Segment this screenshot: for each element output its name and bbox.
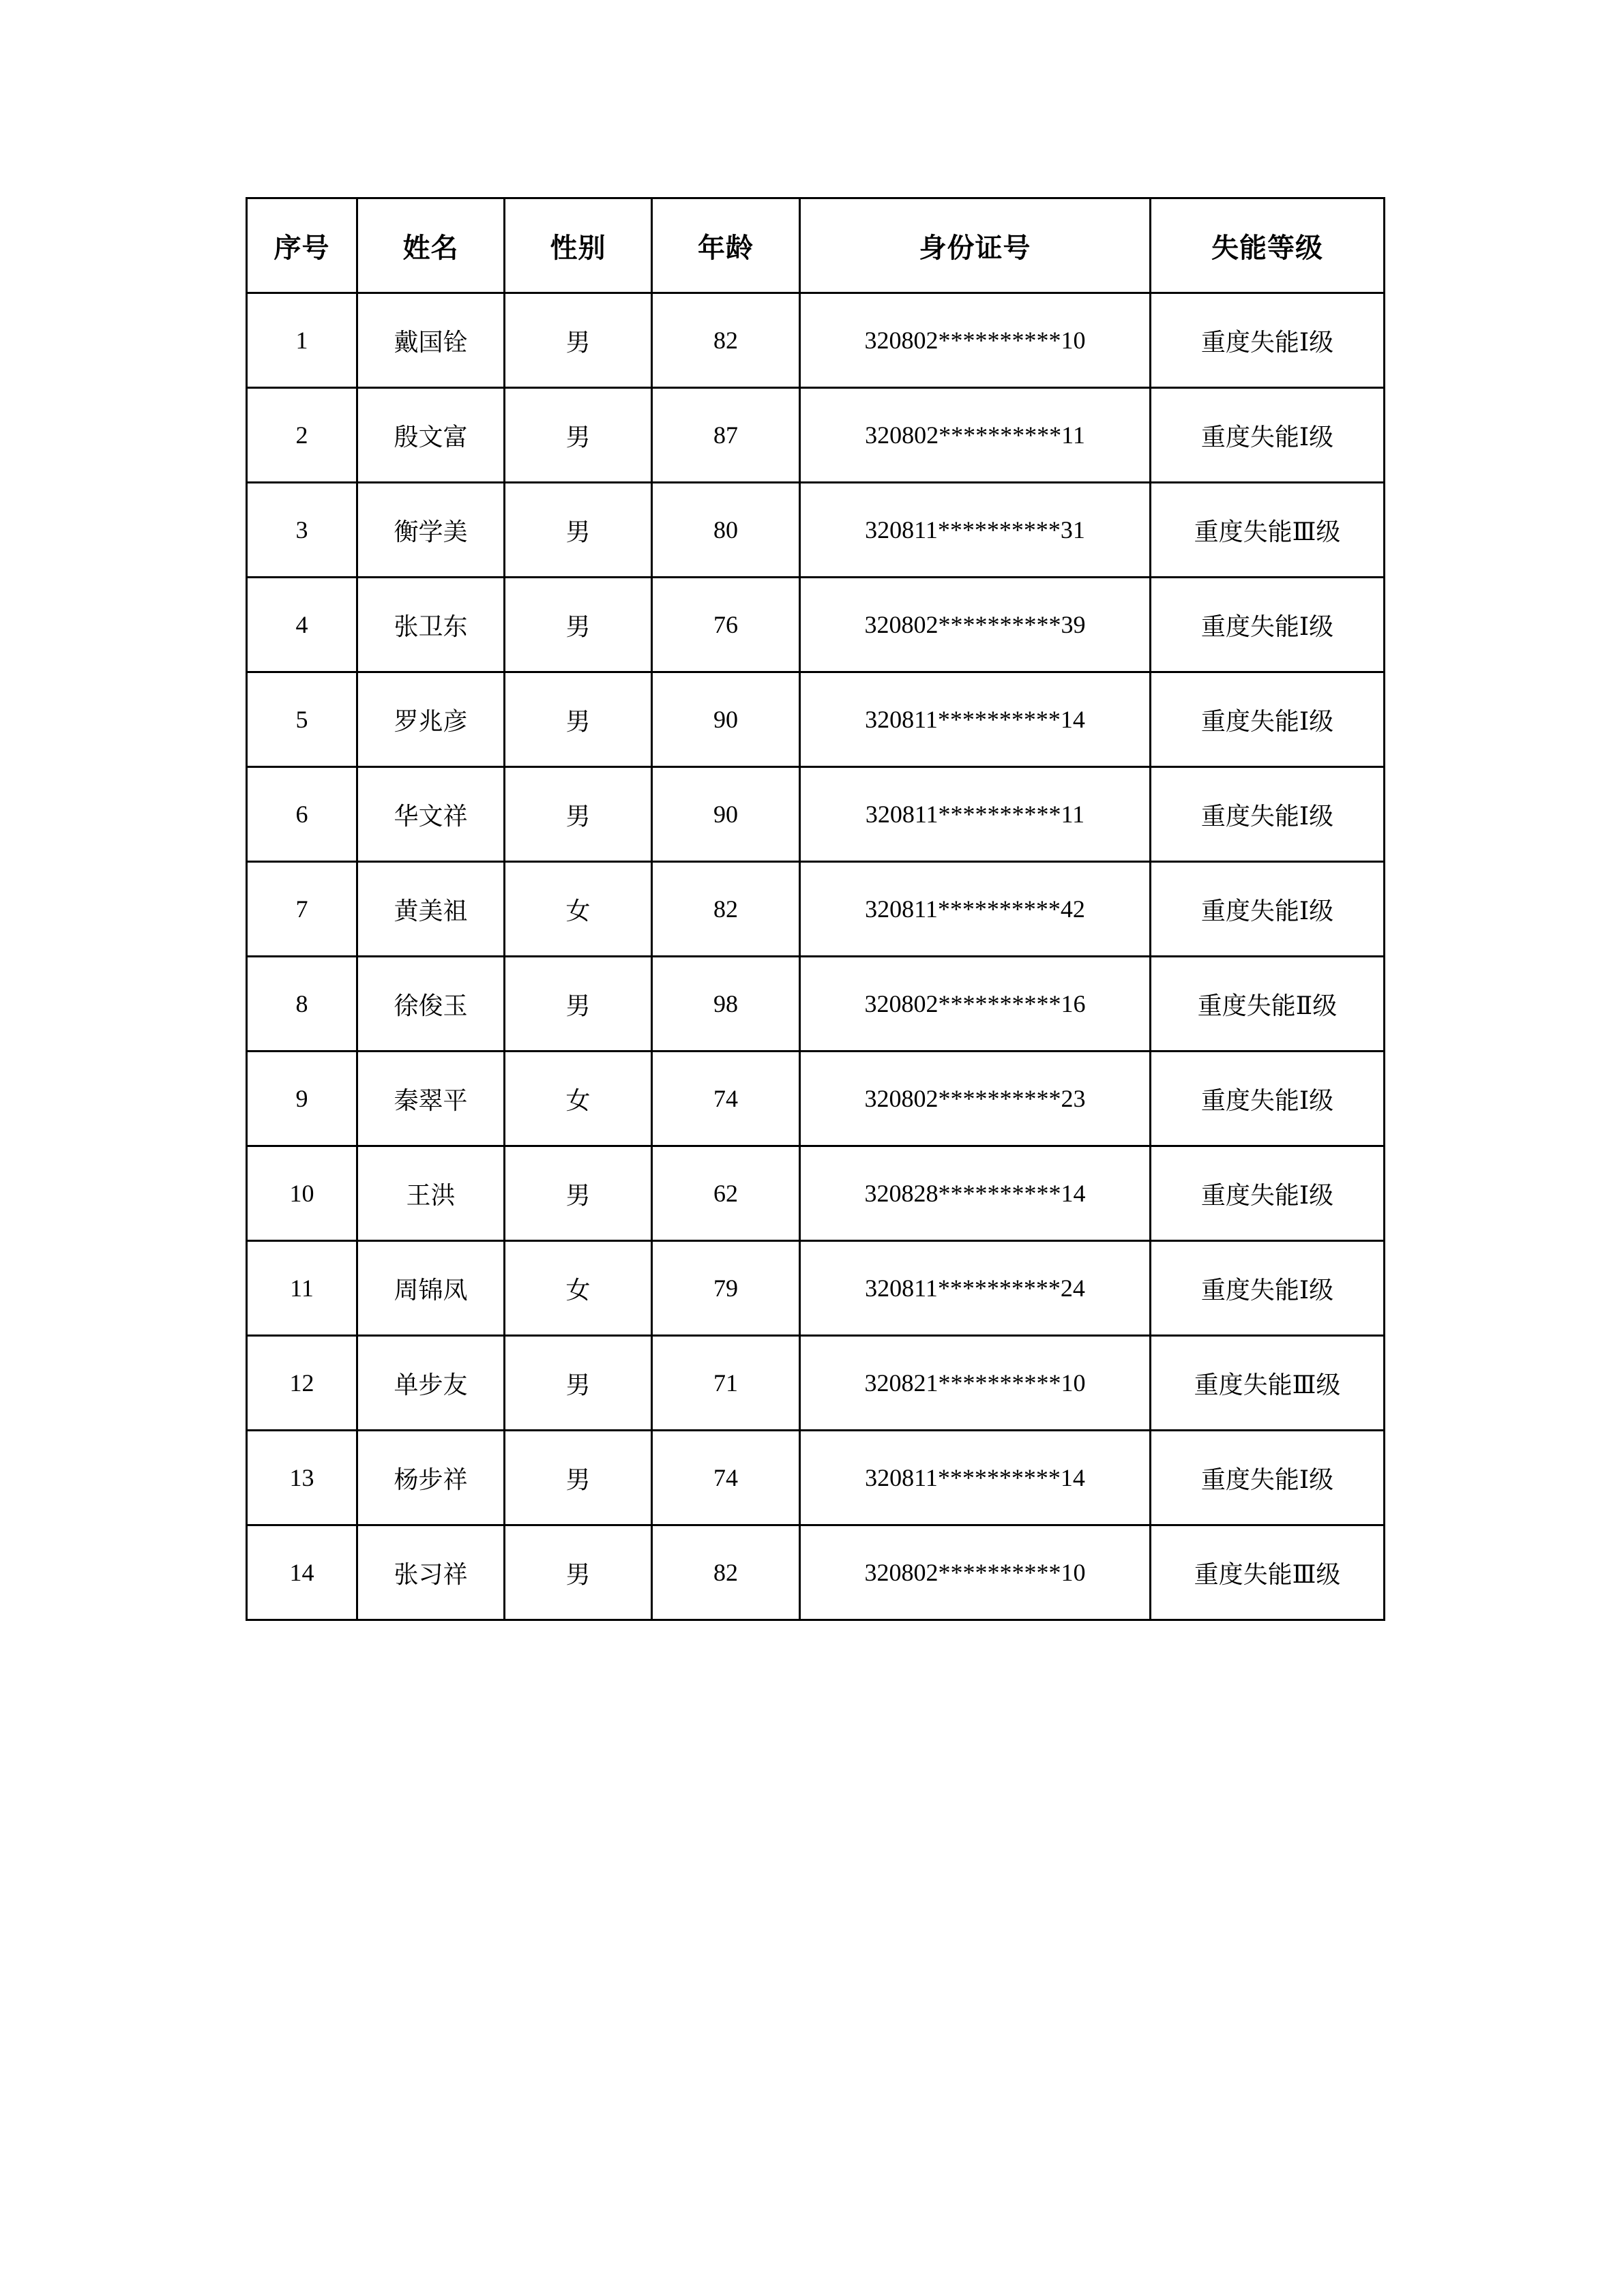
cell-id-number: 320828**********14 xyxy=(800,1146,1151,1241)
table-header-row xyxy=(247,198,1385,293)
cell-name: 徐俊玉 xyxy=(357,957,505,1052)
cell-age: 74 xyxy=(652,1431,800,1525)
cell-id-number: 320811**********11 xyxy=(800,767,1151,862)
cell-id-number: 320811**********14 xyxy=(800,1431,1151,1525)
cell-name: 杨步祥 xyxy=(357,1431,505,1525)
cell-sex: 男 xyxy=(505,483,652,578)
table-row xyxy=(247,578,1385,672)
cell-sex: 男 xyxy=(505,388,652,483)
cell-id-number: 320821**********10 xyxy=(800,1336,1151,1431)
cell-age: 79 xyxy=(652,1241,800,1336)
cell-disability-level: 重度失能Ⅰ级 xyxy=(1151,578,1385,672)
cell-disability-level: 重度失能Ⅰ级 xyxy=(1151,1431,1385,1525)
cell-name: 殷文富 xyxy=(357,388,505,483)
cell-seq: 1 xyxy=(247,293,357,388)
cell-name: 黄美祖 xyxy=(357,862,505,957)
cell-name: 王洪 xyxy=(357,1146,505,1241)
cell-id-number: 320802**********23 xyxy=(800,1052,1151,1146)
cell-age: 82 xyxy=(652,293,800,388)
cell-seq: 2 xyxy=(247,388,357,483)
cell-seq: 13 xyxy=(247,1431,357,1525)
header-seq: 序号 xyxy=(247,198,357,293)
table-row xyxy=(247,1241,1385,1336)
cell-disability-level: 重度失能Ⅰ级 xyxy=(1151,388,1385,483)
cell-name: 张卫东 xyxy=(357,578,505,672)
disability-roster-table xyxy=(246,197,1385,1621)
cell-seq: 8 xyxy=(247,957,357,1052)
cell-disability-level: 重度失能Ⅰ级 xyxy=(1151,293,1385,388)
cell-age: 71 xyxy=(652,1336,800,1431)
cell-id-number: 320802**********11 xyxy=(800,388,1151,483)
cell-age: 74 xyxy=(652,1052,800,1146)
cell-name: 秦翠平 xyxy=(357,1052,505,1146)
cell-seq: 12 xyxy=(247,1336,357,1431)
cell-seq: 5 xyxy=(247,672,357,767)
cell-id-number: 320811**********31 xyxy=(800,483,1151,578)
cell-age: 98 xyxy=(652,957,800,1052)
cell-age: 82 xyxy=(652,862,800,957)
cell-sex: 男 xyxy=(505,767,652,862)
cell-disability-level: 重度失能Ⅰ级 xyxy=(1151,672,1385,767)
cell-disability-level: 重度失能Ⅰ级 xyxy=(1151,862,1385,957)
cell-sex: 女 xyxy=(505,1052,652,1146)
cell-seq: 9 xyxy=(247,1052,357,1146)
header-disability-level: 失能等级 xyxy=(1151,198,1385,293)
cell-sex: 男 xyxy=(505,1431,652,1525)
cell-sex: 女 xyxy=(505,862,652,957)
cell-disability-level: 重度失能Ⅰ级 xyxy=(1151,767,1385,862)
cell-name: 单步友 xyxy=(357,1336,505,1431)
cell-age: 62 xyxy=(652,1146,800,1241)
cell-id-number: 320802**********16 xyxy=(800,957,1151,1052)
table-row xyxy=(247,293,1385,388)
table-row xyxy=(247,672,1385,767)
cell-age: 80 xyxy=(652,483,800,578)
cell-sex: 男 xyxy=(505,1336,652,1431)
cell-disability-level: 重度失能Ⅰ级 xyxy=(1151,1052,1385,1146)
cell-name: 戴国铨 xyxy=(357,293,505,388)
cell-id-number: 320811**********42 xyxy=(800,862,1151,957)
header-id-number: 身份证号 xyxy=(800,198,1151,293)
cell-seq: 7 xyxy=(247,862,357,957)
table-row xyxy=(247,1431,1385,1525)
cell-age: 90 xyxy=(652,672,800,767)
cell-sex: 男 xyxy=(505,578,652,672)
cell-disability-level: 重度失能Ⅲ级 xyxy=(1151,483,1385,578)
cell-seq: 11 xyxy=(247,1241,357,1336)
cell-id-number: 320811**********24 xyxy=(800,1241,1151,1336)
cell-age: 90 xyxy=(652,767,800,862)
cell-name: 罗兆彦 xyxy=(357,672,505,767)
cell-disability-level: 重度失能Ⅲ级 xyxy=(1151,1525,1385,1620)
cell-sex: 男 xyxy=(505,1146,652,1241)
cell-name: 华文祥 xyxy=(357,767,505,862)
table-row xyxy=(247,767,1385,862)
table-row xyxy=(247,957,1385,1052)
header-sex: 性别 xyxy=(505,198,652,293)
table-row xyxy=(247,1336,1385,1431)
cell-seq: 4 xyxy=(247,578,357,672)
cell-name: 周锦凤 xyxy=(357,1241,505,1336)
cell-sex: 男 xyxy=(505,1525,652,1620)
table-row xyxy=(247,862,1385,957)
cell-age: 76 xyxy=(652,578,800,672)
table-row xyxy=(247,483,1385,578)
cell-sex: 男 xyxy=(505,672,652,767)
cell-seq: 3 xyxy=(247,483,357,578)
cell-disability-level: 重度失能Ⅲ级 xyxy=(1151,1336,1385,1431)
cell-seq: 6 xyxy=(247,767,357,862)
cell-id-number: 320802**********39 xyxy=(800,578,1151,672)
table-row xyxy=(247,1525,1385,1620)
header-name: 姓名 xyxy=(357,198,505,293)
cell-name: 衡学美 xyxy=(357,483,505,578)
cell-id-number: 320802**********10 xyxy=(800,293,1151,388)
cell-seq: 10 xyxy=(247,1146,357,1241)
cell-id-number: 320811**********14 xyxy=(800,672,1151,767)
cell-age: 82 xyxy=(652,1525,800,1620)
cell-disability-level: 重度失能Ⅰ级 xyxy=(1151,1241,1385,1336)
table-row xyxy=(247,388,1385,483)
cell-sex: 女 xyxy=(505,1241,652,1336)
cell-sex: 男 xyxy=(505,957,652,1052)
header-age: 年龄 xyxy=(652,198,800,293)
cell-sex: 男 xyxy=(505,293,652,388)
cell-disability-level: 重度失能Ⅰ级 xyxy=(1151,1146,1385,1241)
cell-name: 张习祥 xyxy=(357,1525,505,1620)
cell-disability-level: 重度失能Ⅱ级 xyxy=(1151,957,1385,1052)
cell-id-number: 320802**********10 xyxy=(800,1525,1151,1620)
table-row xyxy=(247,1146,1385,1241)
cell-seq: 14 xyxy=(247,1525,357,1620)
cell-age: 87 xyxy=(652,388,800,483)
table-row xyxy=(247,1052,1385,1146)
